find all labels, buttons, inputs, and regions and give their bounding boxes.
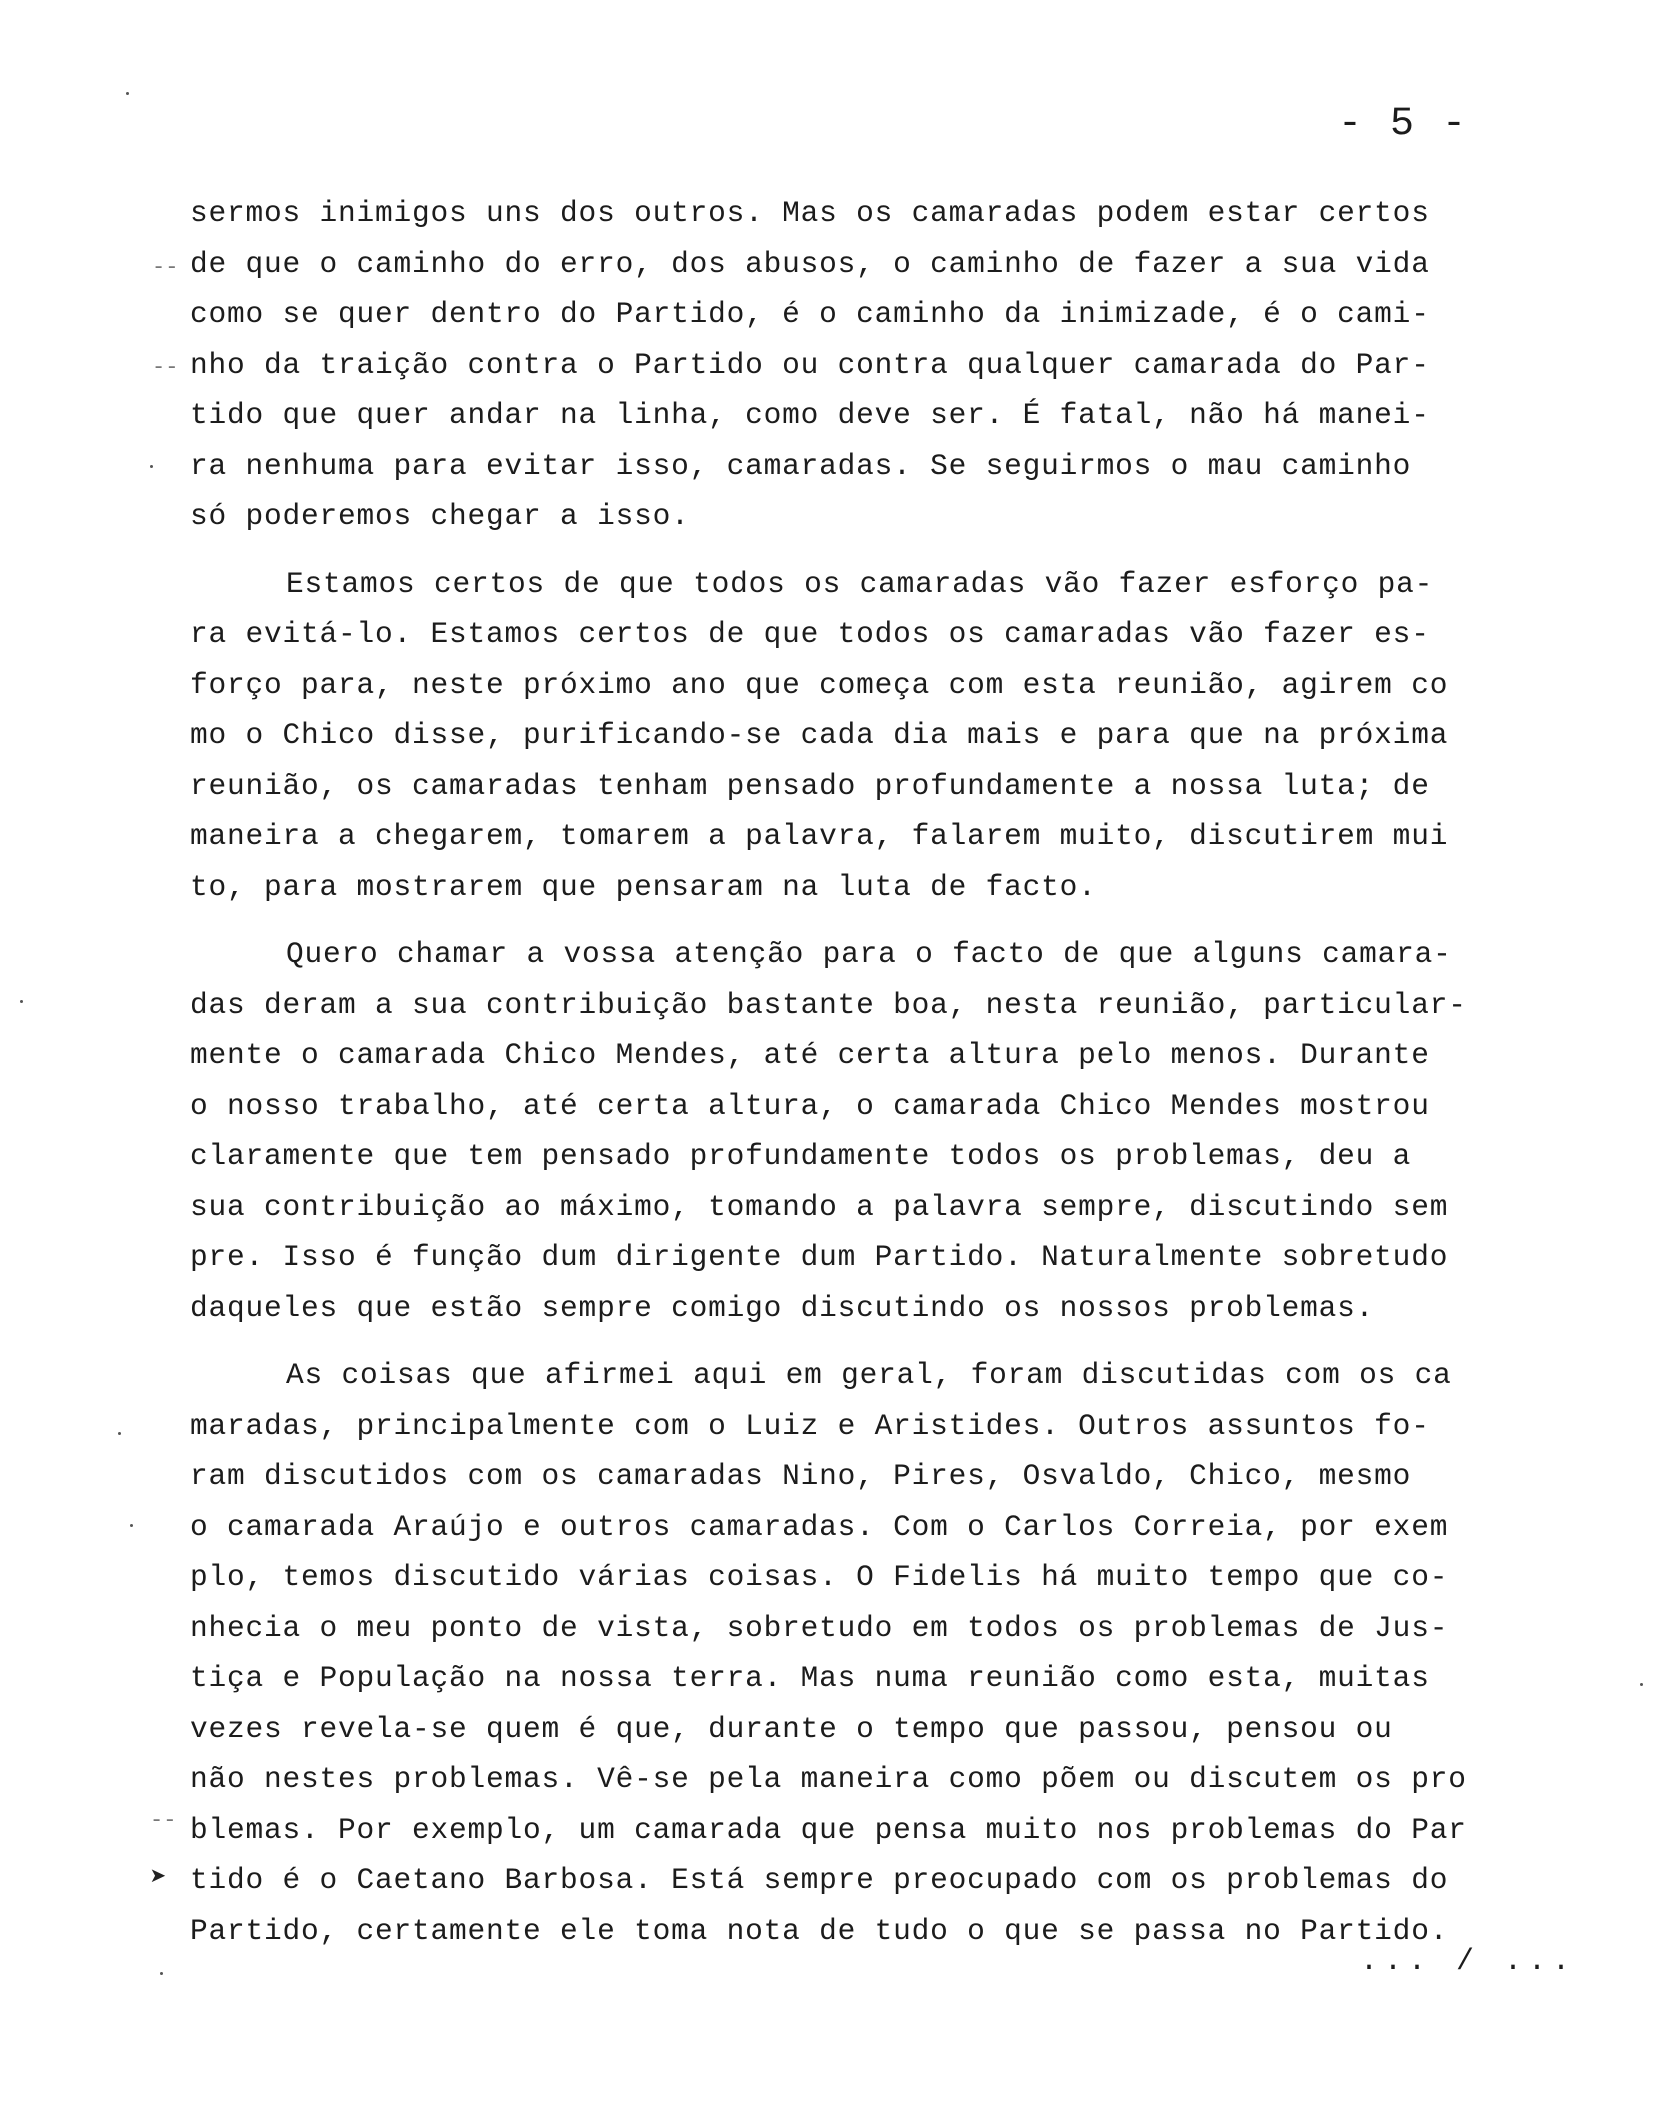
text-line: reunião, os camaradas tenham pensado profundamente a nossa luta; de [190,768,1430,803]
text-line: to, para mostrarem que pensaram na luta de facto. [190,869,1097,904]
margin-dash: -- [150,1808,177,1833]
body-text [190,188,1590,1973]
text-line: mo o Chico disse, purificando-se cada dia mais e para que na próxima [190,718,1449,752]
text-line: só poderemos chegar a isso. [190,499,690,533]
text-line: tiça e População na nossa terra. Mas numa reunião como esta, muitas [190,1661,1430,1695]
paragraph-3 [190,929,1590,1333]
text-line: ra nenhuma para evitar isso, camaradas. Se seguirmos o mau caminho [190,448,1412,483]
text-line: blemas. Por exemplo, um camarada que pensa muito nos problemas do Par [190,1812,1467,1847]
text-line: Partido, certamente ele toma nota de tudo o que se passa no Partido. [190,1913,1449,1948]
text-line: de que o caminho do erro, dos abusos, o caminho de fazer a sua vida [190,246,1430,281]
text-line: As coisas que afirmei aqui em geral, foram discutidas com os ca [286,1358,1452,1392]
continuation-mark: ... / ... [1360,1945,1577,1979]
text-line: nhecia o meu ponto de vista, sobretudo em todos os problemas de Jus- [190,1610,1449,1645]
text-line: Estamos certos de que todos os camaradas vão fazer esforço pa- [286,566,1434,601]
margin-dash: -- [152,255,179,280]
text-line: das deram a sua contribuição bastante boa, nesta reunião, particular- [190,987,1467,1022]
text-line: o nosso trabalho, até certa altura, o camarada Chico Mendes mostrou [190,1088,1430,1123]
text-line: daqueles que estão sempre comigo discutindo os nossos problemas. [190,1290,1375,1325]
text-line: claramente que tem pensado profundamente todos os problemas, deu a [190,1139,1412,1173]
margin-dash: -- [152,355,179,380]
text-line: plo, temos discutido várias coisas. O Fidelis há muito tempo que co- [190,1560,1449,1594]
text-line: o camarada Araújo e outros camaradas. Com o Carlos Correia, por exem [190,1509,1449,1544]
text-line: vezes revela-se quem é que, durante o tempo que passou, pensou ou [190,1711,1393,1746]
text-line: ram discutidos com os camaradas Nino, Pires, Osvaldo, Chico, mesmo [190,1459,1412,1493]
text-line: tido que quer andar na linha, como deve ser. É fatal, não há manei- [190,398,1430,432]
text-line: forço para, neste próximo ano que começa com esta reunião, agirem co [190,667,1449,702]
text-line: pre. Isso é função dum dirigente dum Partido. Naturalmente sobretudo [190,1240,1449,1274]
speck [160,1972,163,1975]
speck [1640,1683,1643,1686]
text-line: nho da traição contra o Partido ou contra qualquer camarada do Par- [190,347,1430,382]
text-line: como se quer dentro do Partido, é o caminho da inimizade, é o cami- [190,297,1430,331]
paragraph-4 [190,1350,1590,1956]
text-line: Quero chamar a vossa atenção para o facto de que alguns camara- [286,937,1452,971]
speck [130,1524,133,1527]
speck [20,1000,23,1003]
speck [126,92,129,95]
text-line: não nestes problemas. Vê-se pela maneira como põem ou discutem os pro [190,1762,1467,1796]
text-line: sermos inimigos uns dos outros. Mas os camaradas podem estar certos [190,196,1430,230]
arrow-icon: ➤ [150,1864,167,1895]
speck [118,1432,121,1435]
paragraph-2 [190,559,1590,913]
text-line: tido é o Caetano Barbosa. Está sempre preocupado com os problemas do [190,1863,1449,1897]
speck [150,465,153,468]
page-number: - 5 - [1338,102,1469,147]
text-line: ra evitá-lo. Estamos certos de que todos os camaradas vão fazer es- [190,617,1430,651]
text-line: mente o camarada Chico Mendes, até certa altura pelo menos. Durante [190,1038,1430,1072]
paragraph-1 [190,188,1590,542]
text-line: maneira a chegarem, tomarem a palavra, falarem muito, discutirem mui [190,819,1449,853]
text-line: sua contribuição ao máximo, tomando a palavra sempre, discutindo sem [190,1189,1449,1224]
text-line: maradas, principalmente com o Luiz e Aristides. Outros assuntos fo- [190,1408,1430,1443]
